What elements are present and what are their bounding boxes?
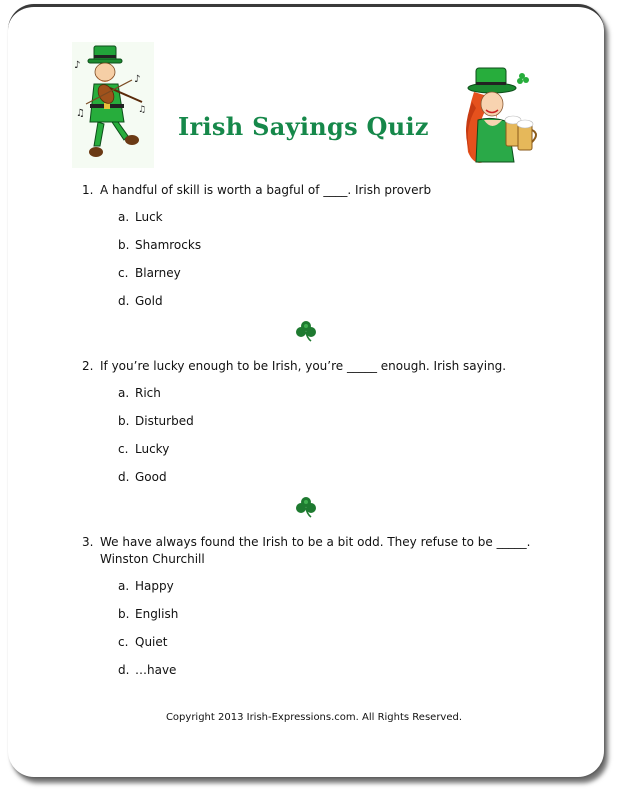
option-letter: d. <box>118 663 130 677</box>
option-letter: c. <box>118 266 129 280</box>
option-text: Rich <box>135 386 161 400</box>
option-text: Quiet <box>135 635 168 649</box>
option-text: English <box>135 607 179 621</box>
option-text: Luck <box>135 210 163 224</box>
option-text: Shamrocks <box>135 238 202 252</box>
question-text: We have always found the Irish to be a bit odd. They refuse to be _____. <box>100 535 531 549</box>
page-title: Irish Sayings Quiz <box>178 112 429 142</box>
option-2d <box>118 470 167 484</box>
option-3d <box>118 663 176 677</box>
question-3 <box>82 534 542 568</box>
question-number: 1. <box>82 183 94 197</box>
svg-text:♪: ♪ <box>134 74 141 85</box>
svg-text:♫: ♫ <box>138 105 147 115</box>
question-text: If you’re lucky enough to be Irish, you’re _____ enough. Irish saying. <box>100 359 507 373</box>
question-number: 2. <box>82 359 94 373</box>
leprechaun-lass-icon <box>454 62 546 170</box>
option-letter: c. <box>118 442 129 456</box>
svg-text:♫: ♫ <box>76 108 85 119</box>
option-text: Happy <box>135 579 174 593</box>
option-text: …have <box>135 663 177 677</box>
option-2b <box>118 414 194 428</box>
option-letter: a. <box>118 210 130 224</box>
option-text: Blarney <box>135 266 181 280</box>
option-text: Disturbed <box>135 414 194 428</box>
option-letter: d. <box>118 470 130 484</box>
option-1a <box>118 210 163 224</box>
option-1c <box>118 266 181 280</box>
svg-text:♪: ♪ <box>74 60 81 71</box>
option-letter: b. <box>118 238 130 252</box>
option-letter: a. <box>118 579 130 593</box>
option-letter: d. <box>118 294 130 308</box>
option-text: Lucky <box>135 442 170 456</box>
option-text: Good <box>135 470 167 484</box>
option-text: Gold <box>135 294 163 308</box>
option-3a <box>118 579 174 593</box>
option-1d <box>118 294 163 308</box>
option-letter: c. <box>118 635 129 649</box>
option-1b <box>118 238 201 252</box>
question-attribution: Winston Churchill <box>100 552 205 566</box>
option-3b <box>118 607 178 621</box>
shamrock-icon <box>295 320 317 342</box>
option-letter: b. <box>118 414 130 428</box>
option-2a <box>118 386 161 400</box>
question-1 <box>82 182 542 199</box>
question-number: 3. <box>82 535 94 549</box>
option-2c <box>118 442 169 456</box>
leprechaun-fiddler-icon <box>72 42 154 168</box>
question-text: A handful of skill is worth a bagful of ____. Irish proverb <box>100 183 432 197</box>
option-3c <box>118 635 167 649</box>
option-letter: a. <box>118 386 130 400</box>
option-letter: b. <box>118 607 130 621</box>
question-2 <box>82 358 542 375</box>
shamrock-icon <box>295 496 317 518</box>
copyright-footer: Copyright 2013 Irish-Expressions.com. All Rights Reserved. <box>165 712 463 723</box>
